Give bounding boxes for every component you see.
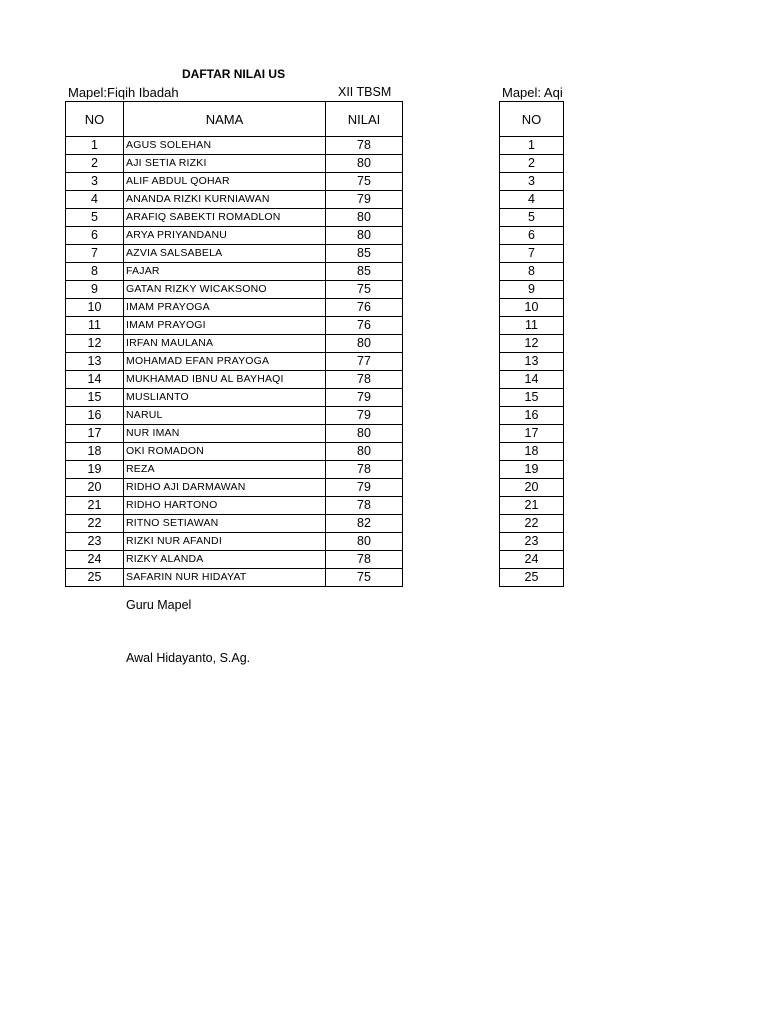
table-row xyxy=(500,299,564,317)
row-number: 4 xyxy=(500,191,564,209)
table-row xyxy=(66,353,403,371)
row-number: 3 xyxy=(66,173,124,191)
student-score: 80 xyxy=(326,155,403,173)
student-name: AZVIA SALSABELA xyxy=(124,245,326,263)
student-score: 79 xyxy=(326,479,403,497)
table-row xyxy=(500,497,564,515)
student-score: 79 xyxy=(326,191,403,209)
row-number: 9 xyxy=(500,281,564,299)
student-score: 75 xyxy=(326,281,403,299)
student-name: RITNO SETIAWAN xyxy=(124,515,326,533)
subject-label-right: Mapel: Aqi xyxy=(502,85,563,100)
student-score: 80 xyxy=(326,533,403,551)
column-header-no-right: NO xyxy=(500,102,564,137)
row-number: 7 xyxy=(500,245,564,263)
student-score: 77 xyxy=(326,353,403,371)
row-number: 17 xyxy=(500,425,564,443)
row-number: 8 xyxy=(66,263,124,281)
student-score: 80 xyxy=(326,227,403,245)
student-name: MOHAMAD EFAN PRAYOGA xyxy=(124,353,326,371)
row-number: 24 xyxy=(66,551,124,569)
table-row xyxy=(66,515,403,533)
student-score: 76 xyxy=(326,317,403,335)
table-row xyxy=(500,461,564,479)
table-row xyxy=(500,281,564,299)
student-score: 78 xyxy=(326,371,403,389)
student-name: NUR IMAN xyxy=(124,425,326,443)
grades-table xyxy=(65,101,403,587)
row-number: 17 xyxy=(66,425,124,443)
column-header-nilai: NILAI xyxy=(326,102,403,137)
row-number: 7 xyxy=(66,245,124,263)
table-row xyxy=(66,155,403,173)
row-number: 19 xyxy=(66,461,124,479)
student-name: ARYA PRIYANDANU xyxy=(124,227,326,245)
row-number: 3 xyxy=(500,173,564,191)
table-row xyxy=(66,317,403,335)
row-number: 24 xyxy=(500,551,564,569)
row-number: 11 xyxy=(500,317,564,335)
table-row xyxy=(500,317,564,335)
grades-table-right-header xyxy=(500,102,564,137)
table-row xyxy=(66,497,403,515)
subject-label-left: Mapel:Fiqih Ibadah xyxy=(68,85,179,100)
table-row xyxy=(500,335,564,353)
student-name: MUKHAMAD IBNU AL BAYHAQI xyxy=(124,371,326,389)
table-row xyxy=(66,245,403,263)
table-row xyxy=(500,569,564,587)
student-score: 80 xyxy=(326,425,403,443)
student-name: AJI SETIA RIZKI xyxy=(124,155,326,173)
student-name: ANANDA RIZKI KURNIAWAN xyxy=(124,191,326,209)
row-number: 5 xyxy=(500,209,564,227)
table-row xyxy=(500,173,564,191)
student-name: RIZKY ALANDA xyxy=(124,551,326,569)
row-number: 23 xyxy=(66,533,124,551)
row-number: 1 xyxy=(66,137,124,155)
row-number: 16 xyxy=(66,407,124,425)
table-row xyxy=(66,281,403,299)
table-row xyxy=(66,461,403,479)
row-number: 13 xyxy=(66,353,124,371)
table-row xyxy=(66,209,403,227)
student-score: 82 xyxy=(326,515,403,533)
student-score: 75 xyxy=(326,173,403,191)
row-number: 21 xyxy=(66,497,124,515)
student-score: 80 xyxy=(326,443,403,461)
table-row xyxy=(500,245,564,263)
student-name: FAJAR xyxy=(124,263,326,281)
row-number: 25 xyxy=(66,569,124,587)
table-row xyxy=(66,425,403,443)
table-row xyxy=(66,479,403,497)
student-score: 80 xyxy=(326,335,403,353)
row-number: 10 xyxy=(500,299,564,317)
row-number: 18 xyxy=(66,443,124,461)
table-row xyxy=(500,263,564,281)
row-number: 8 xyxy=(500,263,564,281)
row-number: 14 xyxy=(500,371,564,389)
student-score: 85 xyxy=(326,263,403,281)
student-name: SAFARIN NUR HIDAYAT xyxy=(124,569,326,587)
student-name: AGUS SOLEHAN xyxy=(124,137,326,155)
table-row xyxy=(66,335,403,353)
table-row xyxy=(500,443,564,461)
table-row xyxy=(500,515,564,533)
row-number: 11 xyxy=(66,317,124,335)
table-row xyxy=(66,227,403,245)
table-row xyxy=(66,443,403,461)
row-number: 6 xyxy=(500,227,564,245)
table-row xyxy=(66,389,403,407)
row-number: 15 xyxy=(500,389,564,407)
student-name: MUSLIANTO xyxy=(124,389,326,407)
class-label: XII TBSM xyxy=(338,85,392,99)
row-number: 4 xyxy=(66,191,124,209)
row-number: 10 xyxy=(66,299,124,317)
table-row xyxy=(500,407,564,425)
student-name: RIDHO AJI DARMAWAN xyxy=(124,479,326,497)
row-number: 9 xyxy=(66,281,124,299)
row-number: 21 xyxy=(500,497,564,515)
student-name: REZA xyxy=(124,461,326,479)
column-header-no: NO xyxy=(66,102,124,137)
teacher-name: Awal Hidayanto, S.Ag. xyxy=(126,651,251,665)
row-number: 12 xyxy=(500,335,564,353)
student-score: 79 xyxy=(326,407,403,425)
grades-table-right xyxy=(499,101,564,587)
row-number: 20 xyxy=(66,479,124,497)
row-number: 18 xyxy=(500,443,564,461)
student-score: 80 xyxy=(326,209,403,227)
row-number: 19 xyxy=(500,461,564,479)
row-number: 6 xyxy=(66,227,124,245)
table-row xyxy=(500,479,564,497)
grades-table-header xyxy=(66,102,403,137)
row-number: 2 xyxy=(500,155,564,173)
student-score: 78 xyxy=(326,137,403,155)
row-number: 25 xyxy=(500,569,564,587)
table-row xyxy=(500,191,564,209)
student-name: NARUL xyxy=(124,407,326,425)
student-score: 76 xyxy=(326,299,403,317)
page-title: DAFTAR NILAI US xyxy=(182,67,286,81)
column-header-nama: NAMA xyxy=(124,102,326,137)
table-row xyxy=(500,425,564,443)
student-name: GATAN RIZKY WICAKSONO xyxy=(124,281,326,299)
teacher-label: Guru Mapel xyxy=(126,598,192,612)
row-number: 22 xyxy=(500,515,564,533)
student-score: 85 xyxy=(326,245,403,263)
table-row xyxy=(500,389,564,407)
row-number: 5 xyxy=(66,209,124,227)
table-row xyxy=(500,209,564,227)
table-row xyxy=(66,551,403,569)
table-row xyxy=(66,371,403,389)
table-row xyxy=(66,173,403,191)
row-number: 23 xyxy=(500,533,564,551)
table-row xyxy=(500,551,564,569)
table-row xyxy=(500,533,564,551)
table-row xyxy=(66,533,403,551)
row-number: 22 xyxy=(66,515,124,533)
student-score: 75 xyxy=(326,569,403,587)
table-row xyxy=(500,227,564,245)
student-name: IRFAN MAULANA xyxy=(124,335,326,353)
student-score: 78 xyxy=(326,551,403,569)
student-name: ALIF ABDUL QOHAR xyxy=(124,173,326,191)
table-row xyxy=(66,263,403,281)
row-number: 20 xyxy=(500,479,564,497)
table-row xyxy=(66,191,403,209)
row-number: 14 xyxy=(66,371,124,389)
student-name: ARAFIQ SABEKTI ROMADLON xyxy=(124,209,326,227)
table-row xyxy=(66,407,403,425)
row-number: 13 xyxy=(500,353,564,371)
student-name: IMAM PRAYOGI xyxy=(124,317,326,335)
table-row xyxy=(66,299,403,317)
row-number: 15 xyxy=(66,389,124,407)
student-score: 78 xyxy=(326,461,403,479)
student-name: RIZKI NUR AFANDI xyxy=(124,533,326,551)
table-row xyxy=(500,371,564,389)
student-score: 79 xyxy=(326,389,403,407)
student-name: OKI ROMADON xyxy=(124,443,326,461)
student-score: 78 xyxy=(326,497,403,515)
row-number: 16 xyxy=(500,407,564,425)
table-row xyxy=(500,353,564,371)
table-row xyxy=(66,137,403,155)
student-name: IMAM PRAYOGA xyxy=(124,299,326,317)
student-name: RIDHO HARTONO xyxy=(124,497,326,515)
table-row xyxy=(500,137,564,155)
table-row xyxy=(66,569,403,587)
row-number: 1 xyxy=(500,137,564,155)
row-number: 2 xyxy=(66,155,124,173)
row-number: 12 xyxy=(66,335,124,353)
table-row xyxy=(500,155,564,173)
